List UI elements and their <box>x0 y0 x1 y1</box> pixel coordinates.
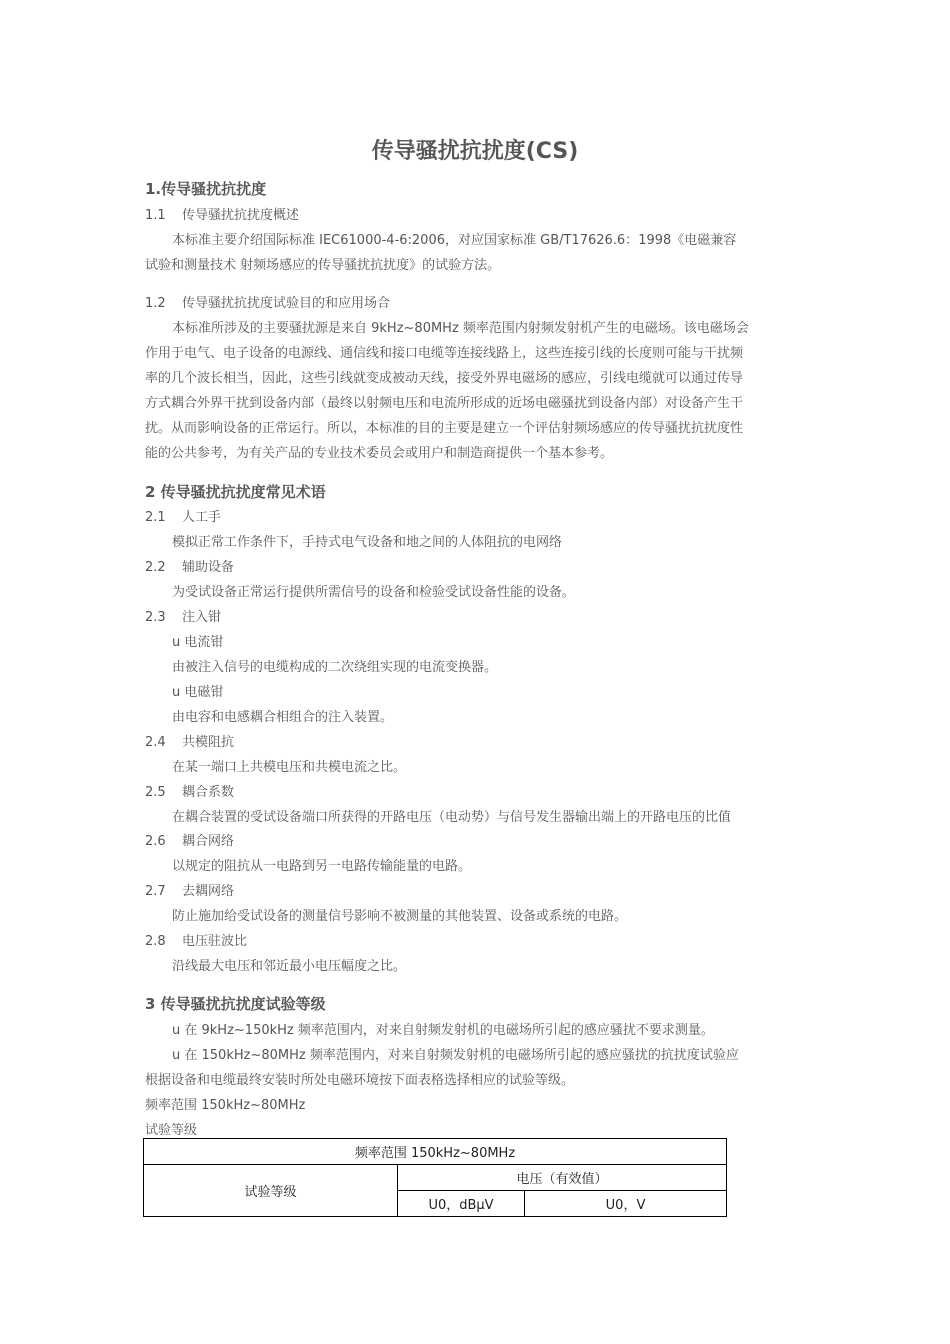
term-label: 电压驻波比 <box>182 934 248 949</box>
bullet-item: u 在 150kHz~80MHz 频率范围内，对来自射频发射机的电磁场所引起的感应骚扰的抗扰度试验应 <box>172 1048 739 1063</box>
paragraph-line: 试验和测量技术 射频场感应的传导骚扰抗扰度》的试验方法。 <box>145 258 501 273</box>
term-heading <box>145 606 221 625</box>
term-description: 以规定的阻抗从一电路到另一电路传输能量的电路。 <box>172 859 472 874</box>
table-header-cell: 电压（有效值） <box>398 1165 727 1191</box>
section-number: 2.1 <box>145 510 166 525</box>
table-title-cell: 频率范围 150kHz~80MHz <box>144 1139 727 1165</box>
term-label: 注入钳 <box>182 610 222 625</box>
section-3-heading: 3 传导骚扰抗扰度试验等级 <box>145 995 326 1013</box>
section-number: 2.2 <box>145 560 166 575</box>
term-heading <box>145 556 234 575</box>
term-label: 耦合网络 <box>182 834 235 849</box>
section-1-1-heading <box>145 204 299 223</box>
paragraph-line: 能的公共参考，为有关产品的专业技术委员会或用户和制造商提供一个基本参考。 <box>145 446 614 461</box>
term-heading <box>145 880 234 899</box>
bullet-item: u 电磁钳 <box>172 685 224 700</box>
bullet-item: u 在 9kHz~150kHz 频率范围内，对来自射频发射机的电磁场所引起的感应骚扰不要求测量。 <box>172 1023 714 1038</box>
paragraph-line: 率的几个波长相当，因此，这些引线就变成被动天线，接受外界电磁场的感应，引线电缆就可以通过传导 <box>145 371 744 386</box>
term-description: 在耦合装置的受试设备端口所获得的开路电压（电动势）与信号发生器输出端上的开路电压的比值 <box>172 810 732 825</box>
term-description: 在某一端口上共模电压和共模电流之比。 <box>172 760 407 775</box>
term-label: 辅助设备 <box>182 560 235 575</box>
section-number: 1.1 <box>145 208 166 223</box>
frequency-range-label: 频率范围 150kHz~80MHz <box>145 1098 306 1113</box>
term-heading <box>145 731 234 750</box>
term-description: 防止施加给受试设备的测量信号影响不被测量的其他装置、设备或系统的电路。 <box>172 909 628 924</box>
term-heading <box>145 830 234 849</box>
table-row <box>144 1165 727 1191</box>
term-heading <box>145 781 234 800</box>
term-description: 为受试设备正常运行提供所需信号的设备和检验受试设备性能的设备。 <box>172 585 576 600</box>
bullet-item: u 电流钳 <box>172 635 224 650</box>
section-number: 2.8 <box>145 934 166 949</box>
table-header-cell: U0，dBμV <box>398 1191 525 1217</box>
page-title: 传导骚扰抗扰度(CS) <box>371 139 579 164</box>
section-number: 2.4 <box>145 735 166 750</box>
term-description: 由电容和电感耦合相组合的注入装置。 <box>172 710 394 725</box>
term-label: 共模阻抗 <box>182 735 235 750</box>
paragraph-line: 方式耦合外界干扰到设备内部（最终以射频电压和电流所形成的近场电磁骚扰到设备内部）对设备产生干 <box>145 396 744 411</box>
paragraph-line: 作用于电气、电子设备的电源线、通信线和接口电缆等连接线路上，这些连接引线的长度则可能与干扰频 <box>145 346 744 361</box>
section-1-2-heading <box>145 292 390 311</box>
term-heading <box>145 930 247 949</box>
paragraph-line: 本标准主要介绍国际标准 IEC61000-4-6:2006，对应国家标准 GB/T17626.6：1998《电磁兼容 <box>172 233 737 248</box>
paragraph-line: 根据设备和电缆最终安装时所处电磁环境按下面表格选择相应的试验等级。 <box>145 1073 575 1088</box>
table-row <box>144 1139 727 1165</box>
test-level-label: 试验等级 <box>145 1123 198 1138</box>
section-number: 2.3 <box>145 610 166 625</box>
paragraph-line: 扰。从而影响设备的正常运行。所以，本标准的目的主要是建立一个评估射频场感应的传导骚扰抗扰度性 <box>145 421 744 436</box>
term-description: 模拟正常工作条件下，手持式电气设备和地之间的人体阻抗的电网络 <box>172 535 563 550</box>
section-label: 传导骚扰抗扰度概述 <box>182 208 300 223</box>
section-number: 2.7 <box>145 884 166 899</box>
table-header-cell: 试验等级 <box>144 1165 398 1217</box>
term-heading <box>145 506 221 525</box>
section-label: 传导骚扰抗扰度试验目的和应用场合 <box>182 296 391 311</box>
term-description: 由被注入信号的电缆构成的二次绕组实现的电流变换器。 <box>172 660 498 675</box>
paragraph-line: 本标准所涉及的主要骚扰源是来自 9kHz~80MHz 频率范围内射频发射机产生的电磁场。该电磁场会 <box>172 321 749 336</box>
term-label: 去耦网络 <box>182 884 235 899</box>
section-1-heading: 1.传导骚扰抗扰度 <box>145 180 267 198</box>
term-description: 沿线最大电压和邻近最小电压幅度之比。 <box>172 959 407 974</box>
section-number: 2.6 <box>145 834 166 849</box>
term-label: 耦合系数 <box>182 785 235 800</box>
table-header-cell: U0，V <box>525 1191 727 1217</box>
term-label: 人工手 <box>182 510 222 525</box>
section-number: 1.2 <box>145 296 166 311</box>
test-level-table <box>143 1138 727 1217</box>
section-number: 2.5 <box>145 785 166 800</box>
section-2-heading: 2 传导骚扰抗扰度常见术语 <box>145 483 326 501</box>
